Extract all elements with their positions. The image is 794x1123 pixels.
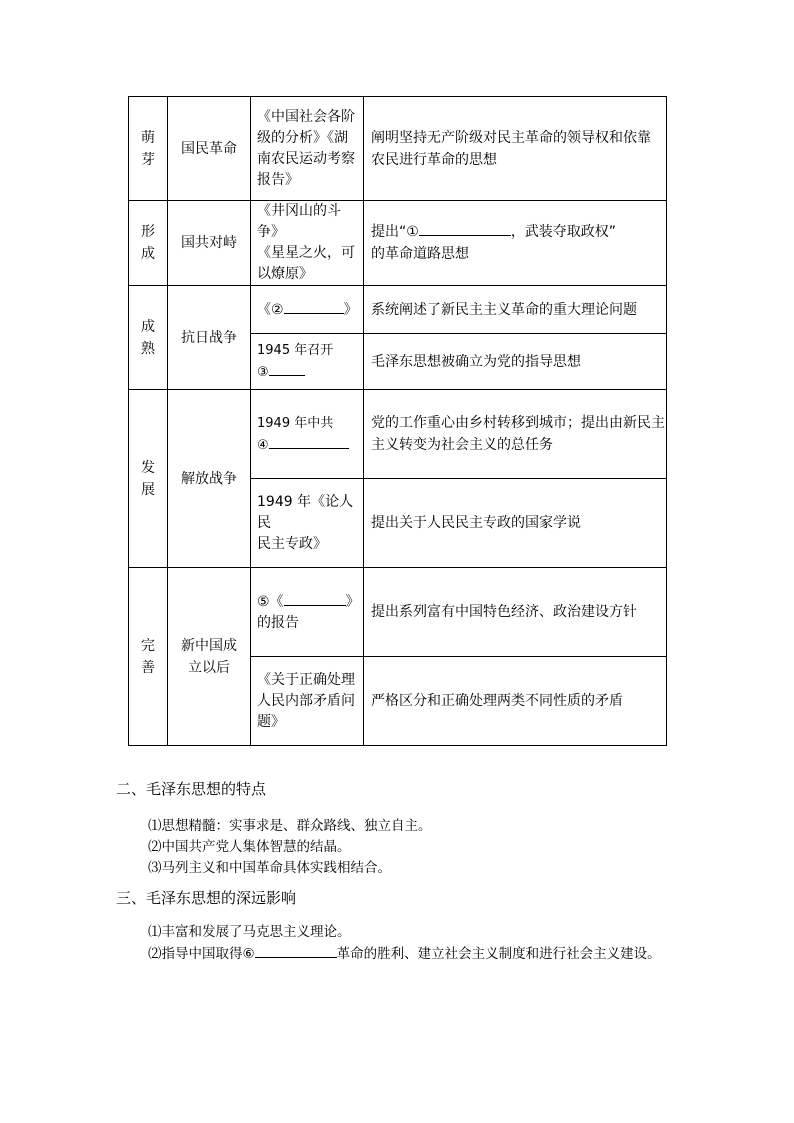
document-cell: 《中国社会各阶 级的分析》《湖 南农民运动考察 报告》 bbox=[251, 97, 364, 201]
document-cell: 《井冈山的斗争》 《星星之火，可 以燎原》 bbox=[251, 201, 364, 286]
document-cell: 1945 年召开 ③ bbox=[251, 334, 364, 390]
document-cell: 《② 》 bbox=[251, 286, 364, 334]
section-3-heading: 三、毛泽东思想的深远影响 bbox=[116, 889, 297, 907]
content-cell: 提出“① ，武装夺取政权” 的革命道路思想 bbox=[364, 201, 667, 286]
stage-cell: 完 善 bbox=[129, 568, 168, 746]
answer-blank-1[interactable] bbox=[419, 221, 511, 236]
list-item: ⑵中国共产党人集体智慧的结晶。 bbox=[148, 839, 351, 855]
answer-blank-5[interactable] bbox=[284, 591, 346, 606]
table-row bbox=[129, 201, 667, 286]
document-cell: ⑤《 》 的报告 bbox=[251, 568, 364, 657]
content-cell: 提出关于人民民主专政的国家学说 bbox=[364, 479, 667, 568]
answer-blank-3[interactable] bbox=[269, 361, 305, 376]
list-item: ⑵指导中国取得⑥ 革命的胜利、建立社会主义制度和进行社会主义建设。 bbox=[148, 942, 661, 962]
list-item: ⑴丰富和发展了马克思主义理论。 bbox=[148, 924, 351, 940]
stage-cell: 发 展 bbox=[129, 390, 168, 568]
list-item: ⑴思想精髓：实事求是、群众路线、独立自主。 bbox=[148, 818, 432, 834]
content-cell: 系统阐述了新民主主义革命的重大理论问题 bbox=[364, 286, 667, 334]
content-cell: 党的工作重心由乡村转移到城市；提出由新民主 主义转变为社会主义的总任务 bbox=[364, 390, 667, 479]
table-row bbox=[129, 390, 667, 479]
content-cell: 严格区分和正确处理两类不同性质的矛盾 bbox=[364, 657, 667, 746]
period-cell: 抗日战争 bbox=[168, 286, 251, 390]
document-cell: 《关于正确处理 人民内部矛盾问 题》 bbox=[251, 657, 364, 746]
period-cell: 国民革命 bbox=[168, 97, 251, 201]
content-cell: 阐明坚持无产阶级对民主革命的领导权和依靠 农民进行革命的思想 bbox=[364, 97, 667, 201]
thought-development-table bbox=[128, 96, 667, 746]
stage-cell: 形 成 bbox=[129, 201, 168, 286]
answer-blank-6[interactable] bbox=[255, 943, 337, 958]
stage-cell: 成 熟 bbox=[129, 286, 168, 390]
answer-blank-2[interactable] bbox=[284, 299, 344, 314]
content-cell: 提出系列富有中国特色经济、政治建设方针 bbox=[364, 568, 667, 657]
period-cell: 国共对峙 bbox=[168, 201, 251, 286]
table-row bbox=[129, 97, 667, 201]
document-cell: 1949 年中共 ④ bbox=[251, 390, 364, 479]
table-row bbox=[129, 286, 667, 334]
section-2-heading: 二、毛泽东思想的特点 bbox=[116, 780, 267, 798]
stage-cell: 萌 芽 bbox=[129, 97, 168, 201]
period-cell: 新中国成 立以后 bbox=[168, 568, 251, 746]
answer-blank-4[interactable] bbox=[269, 434, 349, 449]
document-cell: 1949 年《论人民 民主专政》 bbox=[251, 479, 364, 568]
period-cell: 解放战争 bbox=[168, 390, 251, 568]
content-cell: 毛泽东思想被确立为党的指导思想 bbox=[364, 334, 667, 390]
list-item: ⑶马列主义和中国革命具体实践相结合。 bbox=[148, 860, 391, 876]
table-row bbox=[129, 568, 667, 657]
